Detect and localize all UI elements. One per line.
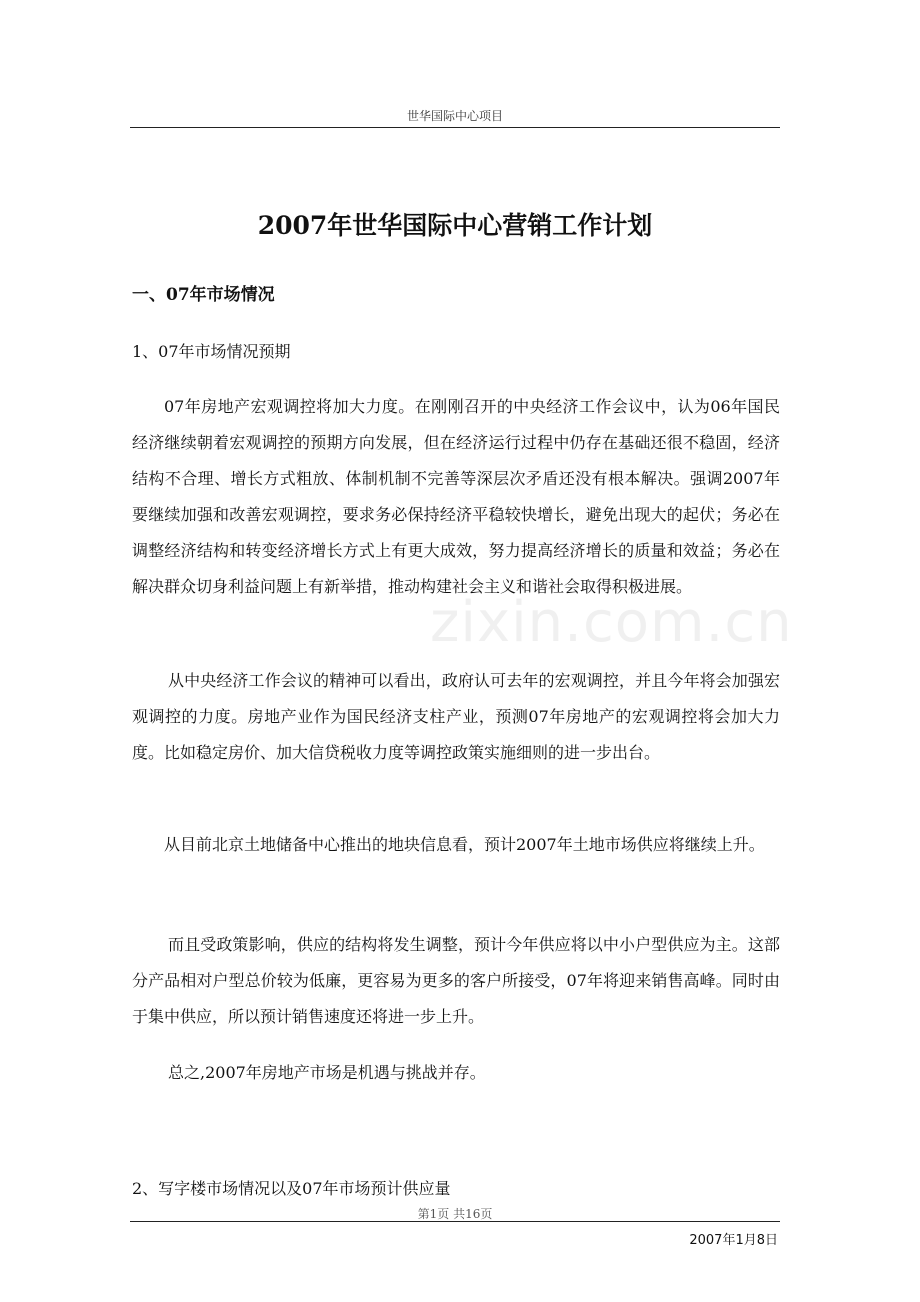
paragraph-macro-control: 07年房地产宏观调控将加大力度。在刚刚召开的中央经济工作会议中，认为06年国民经济继续朝着宏观调控的预期方向发展，但在经济运行过程中仍存在基础还很不稳固，经济结构不合理、增长方式粗放、体制机制不完善等深层次矛盾还没有根本解决。强调2007年要继续加强和改善宏观调控，要求务必保持经济平稳较快增长，避免出现大的起伏；务必在调整经济结构和转变经济增长方式上有更大成效，努力提高经济增长的质量和效益；务必在解决群众切身利益问题上有新举措，推动构建社会主义和谐社会取得积极进展。	[132, 397, 780, 596]
header-divider	[130, 127, 780, 128]
paragraph-land-supply: 从目前北京土地储备中心推出的地块信息看，预计2007年土地市场供应将继续上升。	[164, 835, 765, 854]
paragraph-supply-structure: 而且受政策影响，供应的结构将发生调整，预计今年供应将以中小户型供应为主。这部分产品相对户型总价较为低廉，更容易为更多的客户所接受，07年将迎来销售高峰。同时由于集中供应，所以预计销售速度还将进一步上升。	[132, 935, 780, 1026]
page-number: 第1页 共16页	[417, 1207, 493, 1221]
subsection-heading-market-outlook: 1、07年市场情况预期	[132, 342, 291, 361]
footer-date: 2007年1月8日	[689, 1233, 778, 1248]
document-title: 2007年世华国际中心营销工作计划	[257, 211, 653, 240]
paragraph-economic-conference: 从中央经济工作会议的精神可以看出，政府认可去年的宏观调控，并且今年将会加强宏观调控的力度。房地产业作为国民经济支柱产业，预测07年房地产的宏观调控将会加大力度。比如稳定房价、加大信贷税收力度等调控政策实施细则的进一步出台。	[132, 671, 780, 762]
watermark: zixin.com.cn	[430, 590, 793, 655]
paragraph-conclusion: 总之,2007年房地产市场是机遇与挑战并存。	[168, 1063, 486, 1082]
page-header: 世华国际中心项目	[406, 109, 503, 123]
section-heading-market: 一、07年市场情况	[132, 285, 275, 305]
footer-divider	[130, 1221, 780, 1222]
subsection-heading-office-market: 2、写字楼市场情况以及07年市场预计供应量	[132, 1179, 451, 1198]
